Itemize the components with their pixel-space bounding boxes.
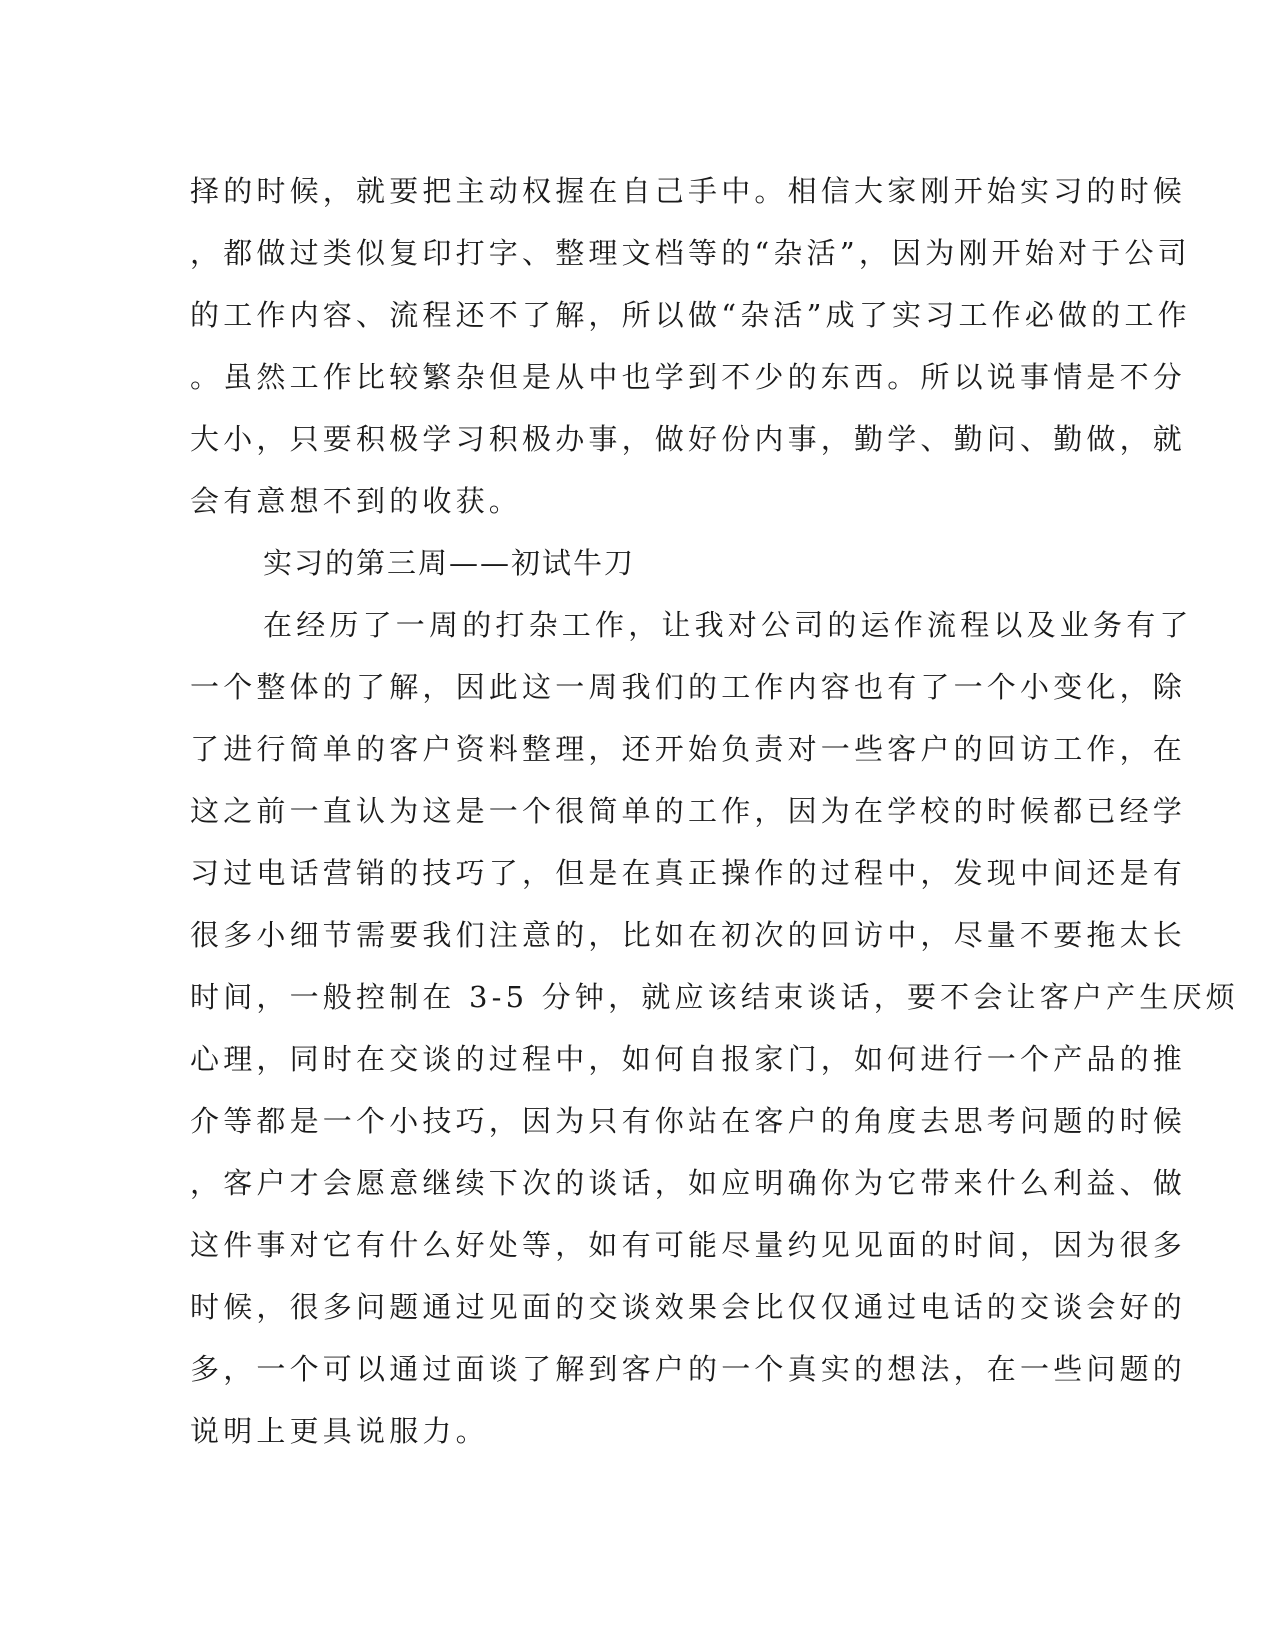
text-line: 在经历了一周的打杂工作，让我对公司的运作流程以及业务有了 <box>263 608 1193 642</box>
text-line: 说明上更具说服力。 <box>190 1414 489 1448</box>
paragraph-1 <box>190 160 1191 532</box>
document-body <box>190 160 1239 1462</box>
text-line: 很多小细节需要我们注意的，比如在初次的回访中，尽量不要拖太长 <box>190 918 1187 952</box>
text-line: 这件事对它有什么好处等，如有可能尽量约见见面的时间，因为很多 <box>190 1228 1187 1262</box>
paragraph-2 <box>190 594 1239 1462</box>
text-line: 择的时候，就要把主动权握在自己手中。相信大家刚开始实习的时候 <box>190 174 1187 208</box>
text-line: 习过电话营销的技巧了，但是在真正操作的过程中，发现中间还是有 <box>190 856 1187 890</box>
text-line: 了进行简单的客户资料整理，还开始负责对一些客户的回访工作，在 <box>190 732 1187 766</box>
text-line: 这之前一直认为这是一个很简单的工作，因为在学校的时候都已经学 <box>190 794 1187 828</box>
section-heading: 实习的第三周——初试牛刀 <box>263 546 636 580</box>
text-line: 介等都是一个小技巧，因为只有你站在客户的角度去思考问题的时候 <box>190 1104 1187 1138</box>
text-line: 。虽然工作比较繁杂但是从中也学到不少的东西。所以说事情是不分 <box>190 360 1187 394</box>
text-line: 心理，同时在交谈的过程中，如何自报家门，如何进行一个产品的推 <box>190 1042 1187 1076</box>
text-line: ，客户才会愿意继续下次的谈话，如应明确你为它带来什么利益、做 <box>190 1166 1187 1200</box>
text-line: 大小，只要积极学习积极办事，做好份内事，勤学、勤问、勤做，就 <box>190 422 1187 456</box>
text-line: 时间，一般控制在 3-5 分钟，就应该结束谈话，要不会让客户产生厌烦 <box>190 980 1239 1014</box>
text-line: 时候，很多问题通过见面的交谈效果会比仅仅通过电话的交谈会好的 <box>190 1290 1187 1324</box>
text-line: 的工作内容、流程还不了解，所以做“杂活”成了实习工作必做的工作 <box>190 298 1191 332</box>
text-line: ，都做过类似复印打字、整理文档等的“杂活”，因为刚开始对于公司 <box>190 236 1191 270</box>
text-line: 会有意想不到的收获。 <box>190 484 523 518</box>
text-line: 一个整体的了解，因此这一周我们的工作内容也有了一个小变化，除 <box>190 670 1187 704</box>
text-line: 多，一个可以通过面谈了解到客户的一个真实的想法，在一些问题的 <box>190 1352 1187 1386</box>
